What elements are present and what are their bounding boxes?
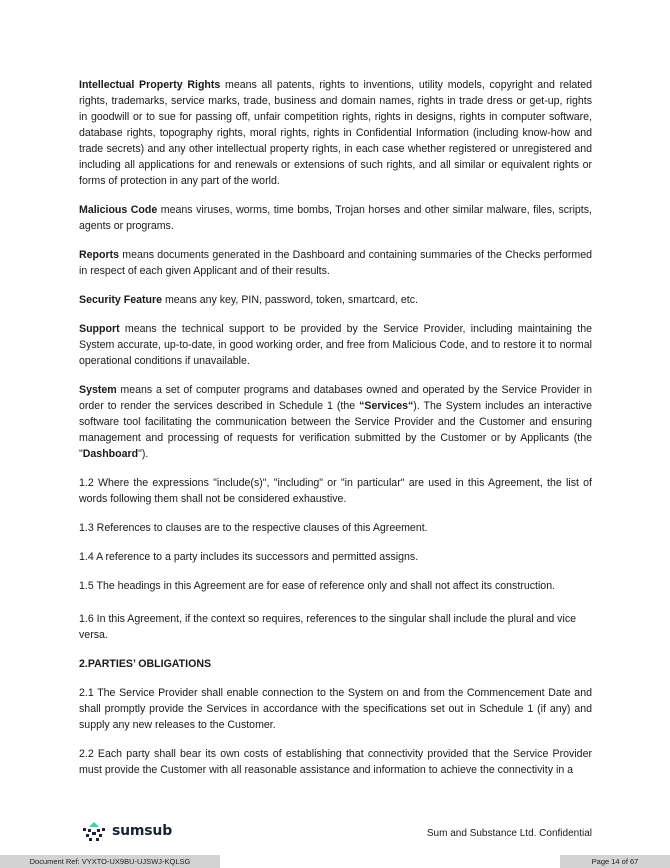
sumsub-logo-icon	[80, 820, 108, 842]
clause-1-3: 1.3 References to clauses are to the respective clauses of this Agreement.	[79, 522, 428, 534]
page-number: Page 14 of 67	[560, 855, 670, 868]
definition-intellectual-property-rights	[79, 77, 592, 189]
clause-1-2: 1.2 Where the expressions "include(s)", "including" or "in particular" are used in this Agreement, the list of words following them shall not be considered exhaustive.	[79, 477, 592, 505]
definition-term: Intellectual Property Rights	[79, 79, 221, 91]
clause-1-4: 1.4 A reference to a party includes its successors and permitted assigns.	[79, 551, 419, 563]
definition-text: means the technical support to be provided by the Service Provider, including maintaining the System accurate, up-to-date, in good working order, and free from Malicious Code, and to restore it to normal operational conditions if unavailable.	[79, 323, 592, 367]
document-ref: Document Ref: VYXTO-UX9BU-UJSWJ-KQLSG	[0, 855, 220, 868]
definition-text: means any key, PIN, password, token, smartcard, etc.	[162, 294, 418, 306]
definition-term: Reports	[79, 249, 120, 261]
sumsub-logo	[80, 820, 172, 842]
definition-security-feature	[79, 292, 592, 308]
definition-term: System	[79, 384, 117, 396]
quote-mark: "	[79, 448, 83, 460]
definition-reports	[79, 247, 592, 279]
definition-text: means a set of computer programs and databases owned and operated by the Service Provider in order to render the services described in Schedule 1 (the	[79, 384, 592, 412]
logo-wordmark: sumsub	[112, 823, 173, 839]
dashboard-term: Dashboard	[82, 448, 139, 460]
definition-text: means viruses, worms, time bombs, Trojan horses and other similar malware, files, scripts, agents or programs.	[79, 204, 592, 232]
definition-term: Security Feature	[79, 294, 163, 306]
definition-text: ").	[138, 448, 149, 460]
clause-1-5: 1.5 The headings in this Agreement are for ease of reference only and shall not affect its construction.	[79, 580, 556, 592]
definition-support	[79, 321, 592, 369]
definition-term: Malicious Code	[79, 204, 158, 216]
definition-text: ). The System includes an interactive software tool facilitating the communication between the Service Provider and the Customer and ensuring management and processing of requests for verification submitted by the Customer or by Applicants (the	[79, 400, 592, 444]
definition-text: means documents generated in the Dashboard and containing summaries of the Checks performed in respect of each given Applicant and of their results.	[79, 249, 592, 277]
definition-text: means all patents, rights to inventions, utility models, copyright and related rights, trademarks, service marks, trade, business and domain names, rights in trade dress or get-up, rights in goodwill or to sue for passing off, unfair competition rights, rights in designs, rights in computer software, database rights, topography rights, moral rights, rights in Confidential Information (including know-how and trade secrets) and any other intellectual property rights, in each case whether registered or unregistered and including all applications for and renewals or extensions of such rights, and all similar or equivalent rights or forms of protection in any part of the world.	[79, 79, 593, 187]
document-body	[79, 77, 592, 778]
definition-term: Support	[79, 323, 120, 335]
confidential-notice: Sum and Substance Ltd. Confidential	[426, 828, 592, 839]
section-heading: 2.PARTIES’ OBLIGATIONS	[79, 658, 212, 670]
clause-1-6: 1.6 In this Agreement, if the context so requires, references to the singular shall include the plural and vice versa.	[79, 613, 577, 641]
definition-system	[79, 382, 592, 462]
clause-2-1: 2.1 The Service Provider shall enable connection to the System on and from the Commencement Date and shall promptly provide the Services in accordance with the specifications set out in Schedule 1 (if any) and supply any new releases to the Customer.	[79, 687, 592, 731]
definition-malicious-code	[79, 202, 592, 234]
clause-2-2: 2.2 Each party shall bear its own costs of establishing that connectivity provided that the Service Provider must provide the Customer with all reasonable assistance and information to achieve the connectivity in a	[79, 748, 592, 776]
services-term: “Services“	[359, 400, 414, 412]
